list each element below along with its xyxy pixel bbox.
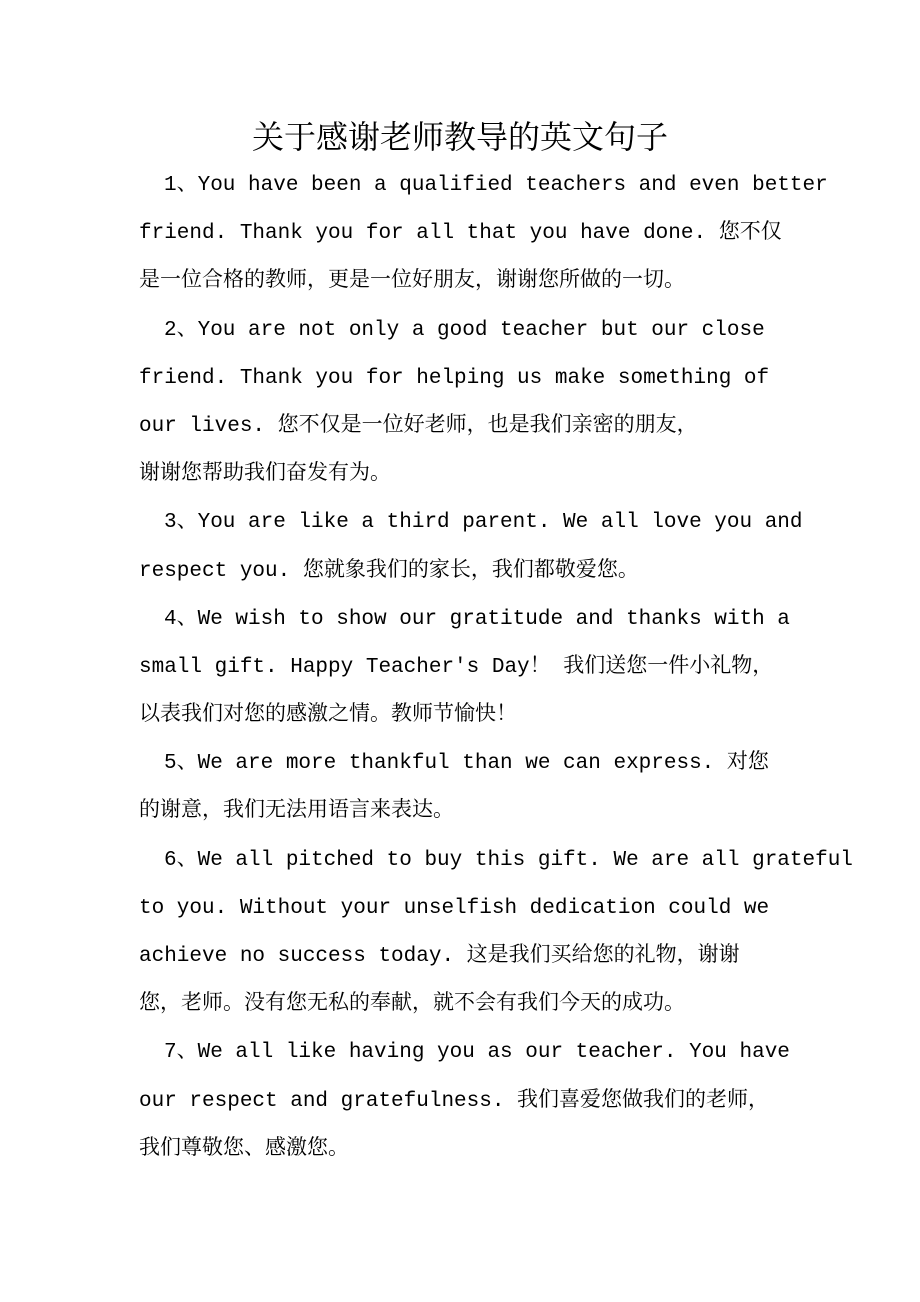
paragraph-7-line-2: our respect and gratefulness. 我们喜爱您做我们的老师， <box>139 1089 770 1113</box>
paragraph-2-line-1: 2、You are not only a good teacher but our close <box>164 318 765 342</box>
paragraph-5-line-1: 5、We are more thankful than we can express. 对您 <box>164 752 769 776</box>
paragraph-5-line-2: 的谢意，我们无法用语言来表达。 <box>139 800 454 824</box>
paragraph-3-line-1: 3、You are like a third parent. We all love you and <box>164 511 803 535</box>
paragraph-4-line-3: 以表我们对您的感激之情。教师节愉快！ <box>139 704 517 728</box>
page-title: 关于感谢老师教导的英文句子 <box>251 118 668 156</box>
paragraph-7-line-1: 7、We all like having you as our teacher. You have <box>164 1041 790 1065</box>
paragraph-3-line-2: respect you. 您就象我们的家长，我们都敬爱您。 <box>139 559 639 583</box>
paragraph-1-line-3: 是一位合格的教师，更是一位好朋友，谢谢您所做的一切。 <box>139 270 685 294</box>
paragraph-6-line-3: achieve no success today. 这是我们买给您的礼物，谢谢 <box>139 945 740 968</box>
paragraph-7-line-3: 我们尊敬您、感激您。 <box>139 1137 349 1161</box>
paragraph-6-line-2: to you. Without your unselfish dedication could we <box>139 896 770 920</box>
paragraph-4-line-1: 4、We wish to show our gratitude and thanks with a <box>164 607 790 631</box>
paragraph-1-line-1: 1、You have been a qualified teachers and even better <box>164 174 828 197</box>
paragraph-6-line-1: 6、We all pitched to buy this gift. We are all grateful <box>164 848 853 872</box>
paragraph-1-line-2: friend. Thank you for all that you have done. 您不仅 <box>139 222 782 246</box>
paragraph-2-line-3: our lives. 您不仅是一位好老师，也是我们亲密的朋友， <box>139 414 698 438</box>
paragraph-4-line-2: small gift. Happy Teacher's Day！ 我们送您一件小礼物， <box>139 655 774 679</box>
document-body <box>139 162 859 1174</box>
paragraph-2-line-4: 谢谢您帮助我们奋发有为。 <box>139 463 391 487</box>
paragraph-2-line-2: friend. Thank you for helping us make something of <box>139 366 770 390</box>
paragraph-6-line-4: 您，老师。没有您无私的奉献，就不会有我们今天的成功。 <box>139 993 685 1017</box>
